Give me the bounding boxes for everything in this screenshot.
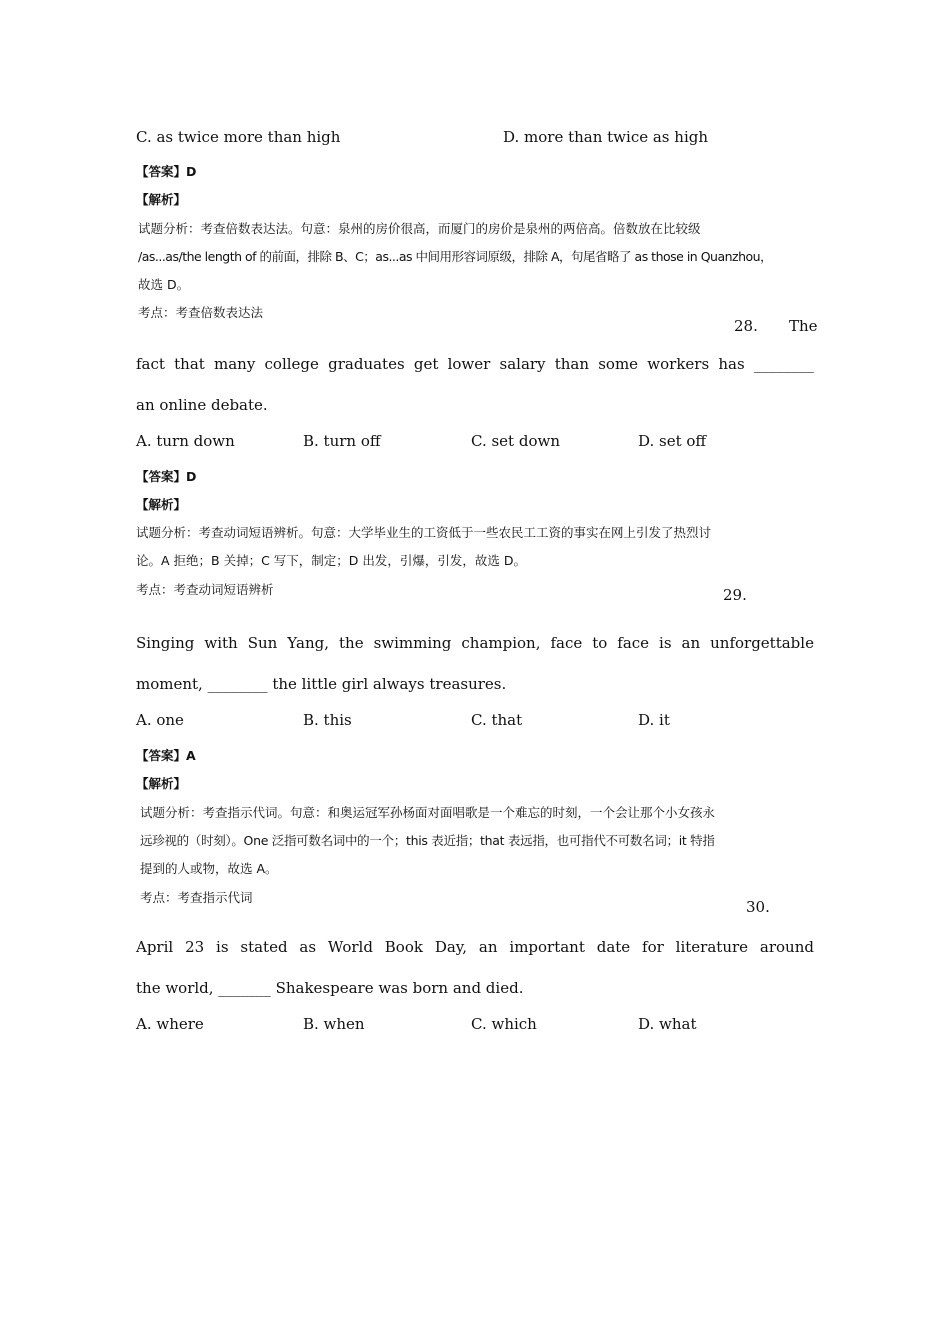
q29-analysis-label: 【解析】 bbox=[136, 776, 187, 791]
q30-option-c: C. which bbox=[471, 1015, 537, 1033]
q29-stem-line1 bbox=[136, 634, 814, 652]
q29-stem-word: to bbox=[592, 634, 608, 652]
q28-stem-word: that bbox=[174, 355, 205, 373]
q29-analysis-line: 提到的人或物，故选 A。 bbox=[140, 861, 278, 876]
q30-stem-word: an bbox=[478, 938, 498, 956]
q28-answer: 【答案】D bbox=[136, 469, 197, 484]
q27-option-d: D. more than twice as high bbox=[503, 128, 708, 146]
q28-analysis-line: 论。A 拒绝；B 关掉；C 写下，制定；D 出发，引爆，引发，故选 D。 bbox=[136, 553, 526, 568]
q29-option-d: D. it bbox=[638, 711, 670, 729]
q28-stem-word: salary bbox=[499, 355, 546, 373]
q30-stem-word: Book bbox=[384, 938, 423, 956]
q28-stem-word: some bbox=[598, 355, 639, 373]
q30-stem-line1 bbox=[136, 938, 814, 956]
q28-analysis-line: 试题分析：考查动词短语辨析。句意：大学毕业生的工资低于一些农民工工资的事实在网上引发了热烈讨 bbox=[136, 525, 712, 540]
q28-option-b: B. turn off bbox=[303, 432, 381, 450]
q29-point: 考点：考查指示代词 bbox=[140, 890, 253, 905]
q29-stem-word: Sun bbox=[247, 634, 278, 652]
q28-analysis-label: 【解析】 bbox=[136, 497, 187, 512]
q27-analysis-line: 故选 D。 bbox=[138, 277, 190, 292]
q30-option-a: A. where bbox=[136, 1015, 204, 1033]
q27-analysis-line: /as...as/the length of 的前面，排除 B、C；as...as 中间用形容词原级，排除 A，句尾省略了 as those in Quanzhou， bbox=[138, 249, 773, 264]
q28-option-c: C. set down bbox=[471, 432, 560, 450]
q28-stem-word: workers bbox=[647, 355, 710, 373]
q29-option-b: B. this bbox=[303, 711, 352, 729]
q28-stem-line2: an online debate. bbox=[136, 396, 268, 414]
q28-stem-word: The bbox=[789, 317, 818, 335]
q28-stem-word: has bbox=[718, 355, 745, 373]
q28-option-d: D. set off bbox=[638, 432, 707, 450]
q29-stem-word: champion, bbox=[461, 634, 541, 652]
q28-number: 28. bbox=[734, 317, 758, 335]
q30-stem-word: World bbox=[327, 938, 373, 956]
q29-stem-word: is bbox=[659, 634, 672, 652]
q29-stem-word: Yang, bbox=[287, 634, 330, 652]
q29-stem-word: unforgettable bbox=[710, 634, 814, 652]
q30-stem-word: April bbox=[136, 938, 174, 956]
q28-stem-word: many bbox=[214, 355, 256, 373]
q29-answer: 【答案】A bbox=[136, 748, 196, 763]
q27-analysis-label: 【解析】 bbox=[136, 192, 187, 207]
q27-point: 考点：考查倍数表达法 bbox=[138, 305, 264, 320]
q30-stem-word: Day, bbox=[434, 938, 468, 956]
q28-stem-word: college bbox=[264, 355, 319, 373]
q29-stem-word: with bbox=[204, 634, 238, 652]
q30-stem-word: around bbox=[759, 938, 814, 956]
q29-stem-word: face bbox=[617, 634, 650, 652]
q29-stem-word: face bbox=[550, 634, 583, 652]
q30-stem-word: stated bbox=[240, 938, 288, 956]
q28-stem-word: get bbox=[413, 355, 439, 373]
q30-option-d: D. what bbox=[638, 1015, 697, 1033]
q30-stem-word: important bbox=[509, 938, 585, 956]
q28-point: 考点：考查动词短语辨析 bbox=[136, 582, 274, 597]
q28-blank: ________ bbox=[753, 355, 814, 373]
q29-option-c: C. that bbox=[471, 711, 523, 729]
q28-stem-word: than bbox=[554, 355, 590, 373]
q30-stem-word: date bbox=[596, 938, 631, 956]
q30-stem-word: for bbox=[642, 938, 664, 956]
q28-stem-word: graduates bbox=[328, 355, 405, 373]
q30-option-b: B. when bbox=[303, 1015, 365, 1033]
q30-stem-word: literature bbox=[675, 938, 749, 956]
q28-stem-line1 bbox=[136, 355, 814, 373]
q30-number: 30. bbox=[746, 898, 770, 916]
q29-number: 29. bbox=[723, 586, 747, 604]
q27-analysis-line: 试题分析：考查倍数表达法。句意：泉州的房价很高，而厦门的房价是泉州的两倍高。倍数放在比较级 bbox=[138, 221, 701, 236]
q30-stem-word: as bbox=[299, 938, 317, 956]
q30-stem-line2: the world, _______ Shakespeare was born and died. bbox=[136, 979, 524, 997]
q27-answer: 【答案】D bbox=[136, 164, 197, 179]
q30-stem-word: is bbox=[216, 938, 229, 956]
q29-option-a: A. one bbox=[136, 711, 184, 729]
q29-stem-word: an bbox=[681, 634, 701, 652]
q28-stem-word: fact bbox=[136, 355, 165, 373]
q29-stem-line2: moment, ________ the little girl always treasures. bbox=[136, 675, 507, 693]
q30-stem-word: 23 bbox=[185, 938, 205, 956]
q29-stem-word: Singing bbox=[136, 634, 195, 652]
q28-option-a: A. turn down bbox=[136, 432, 235, 450]
q27-option-c: C. as twice more than high bbox=[136, 128, 341, 146]
q29-analysis-line: 远珍视的（时刻）。One 泛指可数名词中的一个；this 表近指；that 表远指，也可指代不可数名词；it 特指 bbox=[140, 833, 715, 848]
q29-stem-word: swimming bbox=[373, 634, 452, 652]
q28-stem-word: lower bbox=[447, 355, 491, 373]
q29-analysis-line: 试题分析：考查指示代词。句意：和奥运冠军孙杨面对面唱歌是一个难忘的时刻，一个会让那个小女孩永 bbox=[140, 805, 716, 820]
q29-stem-word: the bbox=[339, 634, 364, 652]
